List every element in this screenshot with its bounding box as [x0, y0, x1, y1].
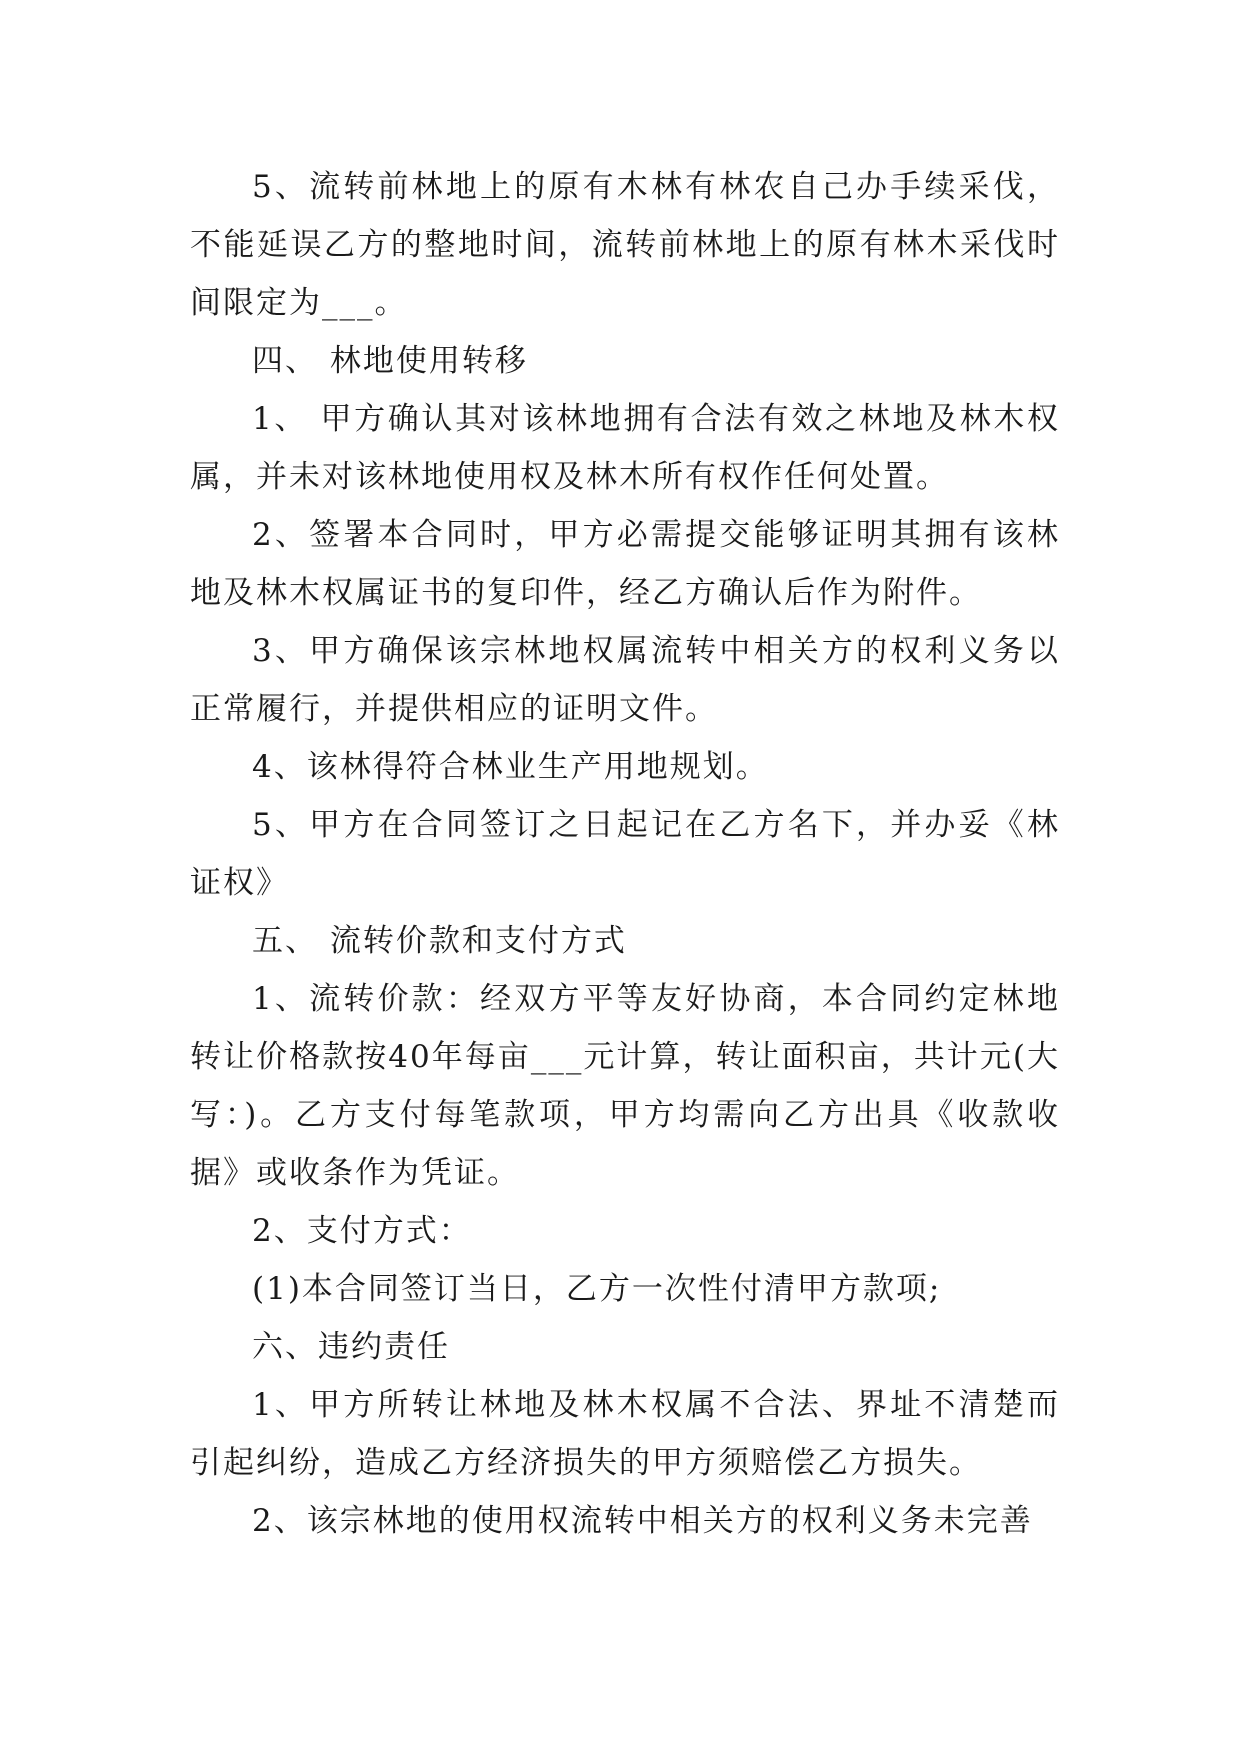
section-heading-6: 六、违约责任: [252, 1329, 450, 1365]
section-heading-4: 四、 林地使用转移: [252, 343, 528, 379]
clause-4-3: 3、甲方确保该宗林地权属流转中相关方的权利义务以正常履行，并提供相应的证明文件。: [190, 633, 1060, 727]
section-heading-5: 五、 流转价款和支付方式: [252, 923, 627, 959]
clause-4-1: 1、 甲方确认其对该林地拥有合法有效之林地及林木权属，并未对该林地使用权及林木所有权作任何处置。: [190, 401, 1060, 495]
clause-6-2: 2、该宗林地的使用权流转中相关方的权利义务未完善: [252, 1503, 1033, 1539]
document-body: [190, 158, 1060, 1550]
clause-4-4: 4、该林得符合林业生产用地规划。: [252, 749, 769, 785]
clause-5-2: 2、支付方式：: [252, 1213, 472, 1249]
clause-4-2: 2、签署本合同时，甲方必需提交能够证明其拥有该林地及林木权属证书的复印件，经乙方确认后作为附件。: [190, 517, 1060, 611]
clause-3-5: 5、流转前林地上的原有木林有林农自己办手续采伐，不能延误乙方的整地时间，流转前林地上的原有林木采伐时间限定为___。: [190, 169, 1060, 321]
clause-5-1: 1、流转价款：经双方平等友好协商，本合同约定林地转让价格款按40年每亩___元计算，转让面积亩，共计元(大写：)。乙方支付每笔款项，甲方均需向乙方出具《收款收据》或收条作为凭证。: [190, 981, 1060, 1191]
clause-4-5: 5、甲方在合同签订之日起记在乙方名下，并办妥《林证权》: [190, 807, 1060, 901]
clause-6-1: 1、甲方所转让林地及林木权属不合法、界址不清楚而引起纠纷，造成乙方经济损失的甲方须赔偿乙方损失。: [190, 1387, 1060, 1481]
clause-5-2-1: (1)本合同签订当日，乙方一次性付清甲方款项;: [252, 1271, 942, 1307]
